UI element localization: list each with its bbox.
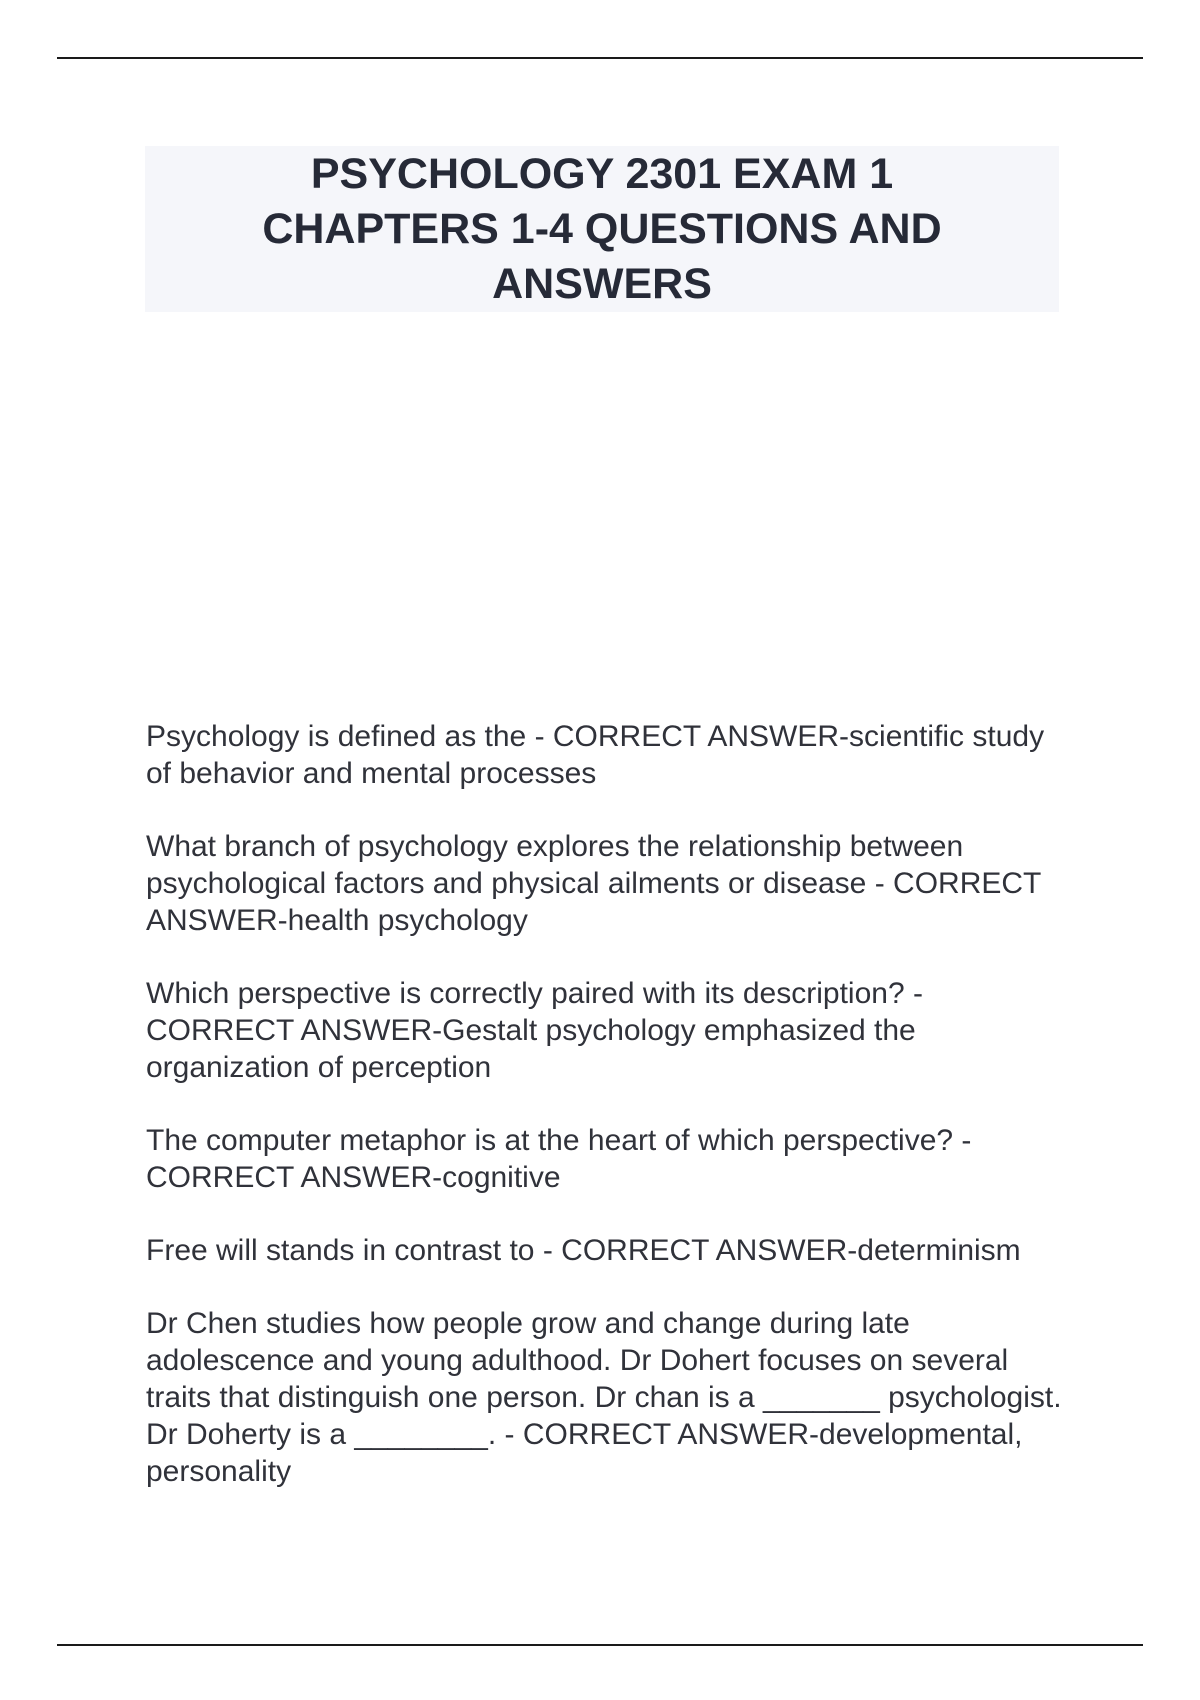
- answer-text: CORRECT ANSWER-scientific study of behavior and mental processes: [146, 720, 1053, 790]
- question-text: Which perspective is correctly paired with its description? -: [146, 977, 932, 1010]
- answer-text: CORRECT ANSWER-health psychology: [146, 867, 1048, 937]
- question-text: The computer metaphor is at the heart of which perspective? -: [146, 1124, 980, 1157]
- qa-item-2: [146, 828, 1066, 939]
- qa-item-5: [146, 1232, 1066, 1269]
- question-text: What branch of psychology explores the relationship between psychological factors and physical ailments or disease -: [146, 830, 972, 900]
- answer-text: CORRECT ANSWER-Gestalt psychology emphasized the organization of perception: [146, 1014, 925, 1084]
- title-banner: [145, 146, 1059, 312]
- question-text: Psychology is defined as the -: [146, 720, 553, 753]
- bottom-divider: [57, 1644, 1143, 1646]
- question-text: Free will stands in contrast to -: [146, 1234, 562, 1267]
- qa-item-3: [146, 975, 1066, 1086]
- qa-item-1: [146, 718, 1066, 792]
- answer-text: CORRECT ANSWER-developmental, personality: [146, 1418, 1031, 1488]
- qa-item-4: [146, 1122, 1066, 1196]
- answer-text: CORRECT ANSWER-cognitive: [146, 1161, 561, 1194]
- qa-item-6: [146, 1305, 1070, 1490]
- answer-text: CORRECT ANSWER-determinism: [561, 1234, 1021, 1267]
- question-text: Dr Chen studies how people grow and change during late adolescence and young adulthood. Dr Dohert focuses on several traits that distinguish one person. Dr chan is a _______ psychologist. Dr Doherty is a ________. -: [146, 1307, 1070, 1451]
- qa-list: [146, 718, 1070, 1526]
- document-title: PSYCHOLOGY 2301 EXAM 1 CHAPTERS 1-4 QUESTIONS AND ANSWERS: [262, 149, 942, 308]
- top-divider: [57, 57, 1143, 59]
